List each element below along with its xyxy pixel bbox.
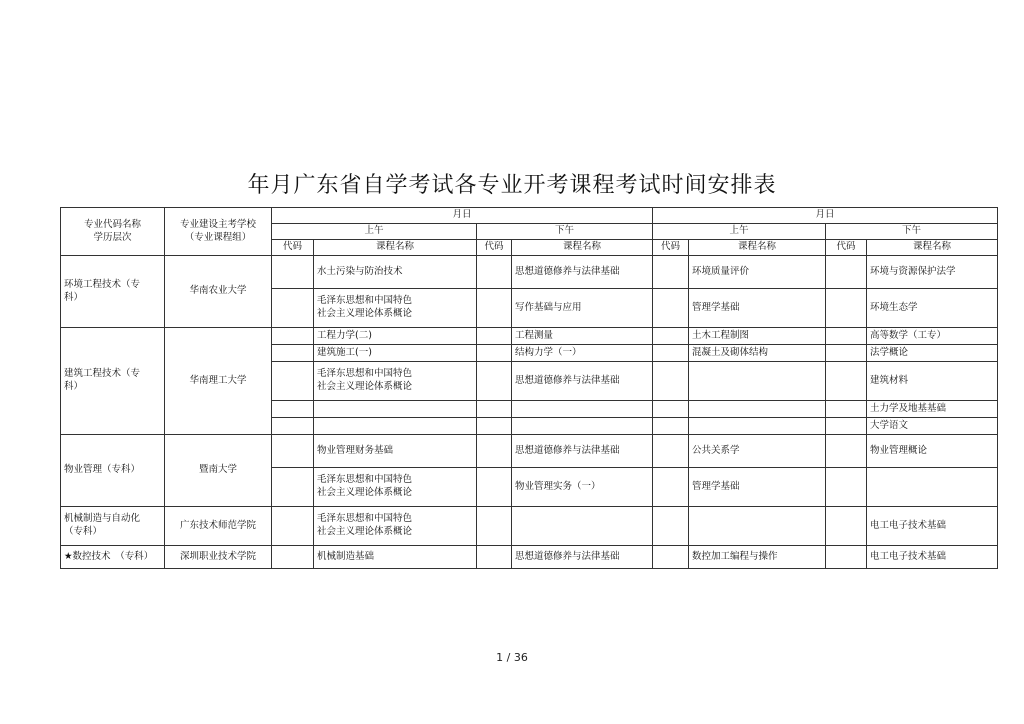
course-name <box>512 418 653 435</box>
page-title: 年月广东省自学考试各专业开考课程考试时间安排表 <box>247 173 777 198</box>
course-code <box>653 328 689 345</box>
course-code <box>272 418 314 435</box>
course-code <box>826 418 867 435</box>
school-name: 深圳职业技术学院 <box>165 546 272 569</box>
course-name: 工程测量 <box>512 328 653 345</box>
course-code <box>477 256 512 289</box>
course-name: 土力学及地基基础 <box>867 401 998 418</box>
course-name: 高等数学（工专） <box>867 328 998 345</box>
course-code <box>272 289 314 328</box>
course-code <box>477 418 512 435</box>
course-name: 电工电子技术基础 <box>867 546 998 569</box>
header-major <box>61 208 165 256</box>
major-name: 建筑工程技术（专 科） <box>61 328 165 435</box>
course-code <box>272 546 314 569</box>
course-code <box>826 256 867 289</box>
course-code <box>826 546 867 569</box>
course-name <box>689 401 826 418</box>
major-name: ★数控技术 （专科） <box>61 546 165 569</box>
course-name: 建筑材料 <box>867 362 998 401</box>
course-name: 写作基础与应用 <box>512 289 653 328</box>
course-code <box>826 345 867 362</box>
table-row <box>61 328 998 345</box>
course-name: 机械制造基础 <box>314 546 477 569</box>
table-row <box>61 435 998 468</box>
course-code <box>477 507 512 546</box>
course-name <box>314 401 477 418</box>
course-code <box>826 435 867 468</box>
header-code: 代码 <box>477 240 512 256</box>
school-name: 广东技术师范学院 <box>165 507 272 546</box>
course-name: 混凝土及砌体结构 <box>689 345 826 362</box>
course-name: 思想道德修养与法律基础 <box>512 256 653 289</box>
course-name: 毛泽东思想和中国特色 社会主义理论体系概论 <box>314 507 477 546</box>
course-code <box>826 468 867 507</box>
course-code <box>826 401 867 418</box>
course-code <box>826 507 867 546</box>
course-code <box>653 345 689 362</box>
exam-schedule-table <box>60 207 998 569</box>
table-row <box>61 507 998 546</box>
course-code <box>477 289 512 328</box>
header-code: 代码 <box>653 240 689 256</box>
course-name <box>689 362 826 401</box>
course-code <box>272 401 314 418</box>
course-name: 物业管理概论 <box>867 435 998 468</box>
course-name: 环境生态学 <box>867 289 998 328</box>
course-code <box>477 435 512 468</box>
course-name: 管理学基础 <box>689 289 826 328</box>
course-name: 工程力学(二) <box>314 328 477 345</box>
course-code <box>272 328 314 345</box>
header-major-text: 专业代码名称 学历层次 <box>83 218 141 243</box>
course-name: 环境与资源保护法学 <box>867 256 998 289</box>
header-am-1: 上午 <box>272 224 477 240</box>
course-name: 法学概论 <box>867 345 998 362</box>
course-name: 土木工程制图 <box>689 328 826 345</box>
school-name: 华南理工大学 <box>165 328 272 435</box>
course-name: 管理学基础 <box>689 468 826 507</box>
course-code <box>653 401 689 418</box>
header-course: 课程名称 <box>512 240 653 256</box>
header-course: 课程名称 <box>689 240 826 256</box>
course-code <box>272 507 314 546</box>
school-name: 华南农业大学 <box>165 256 272 328</box>
table-row <box>61 546 998 569</box>
course-code <box>272 362 314 401</box>
header-code: 代码 <box>826 240 867 256</box>
table-row <box>61 256 998 289</box>
header-date-1: 月日 <box>272 208 653 224</box>
major-name: 环境工程技术（专 科） <box>61 256 165 328</box>
course-code <box>272 468 314 507</box>
course-name: 物业管理实务（一） <box>512 468 653 507</box>
header-course: 课程名称 <box>314 240 477 256</box>
course-code <box>477 328 512 345</box>
course-name: 电工电子技术基础 <box>867 507 998 546</box>
course-name: 思想道德修养与法律基础 <box>512 362 653 401</box>
course-name: 毛泽东思想和中国特色 社会主义理论体系概论 <box>314 289 477 328</box>
header-pm-2: 下午 <box>826 224 998 240</box>
course-name: 大学语文 <box>867 418 998 435</box>
course-name <box>512 507 653 546</box>
course-name <box>512 401 653 418</box>
course-code <box>653 256 689 289</box>
course-name <box>689 507 826 546</box>
course-name: 环境质量评价 <box>689 256 826 289</box>
course-code <box>826 289 867 328</box>
course-code <box>653 362 689 401</box>
course-name <box>689 418 826 435</box>
course-name: 数控加工编程与操作 <box>689 546 826 569</box>
page-number: 1 / 36 <box>496 651 528 664</box>
course-code <box>477 468 512 507</box>
course-name: 思想道德修养与法律基础 <box>512 435 653 468</box>
course-code <box>653 289 689 328</box>
course-name: 公共关系学 <box>689 435 826 468</box>
course-code <box>653 546 689 569</box>
header-code: 代码 <box>272 240 314 256</box>
major-name: 机械制造与自动化 （专科） <box>61 507 165 546</box>
header-course: 课程名称 <box>867 240 998 256</box>
course-code <box>826 328 867 345</box>
course-code <box>477 546 512 569</box>
course-name <box>314 418 477 435</box>
course-code <box>477 362 512 401</box>
course-name: 建筑施工(一) <box>314 345 477 362</box>
header-school <box>165 208 272 256</box>
header-date-2: 月日 <box>653 208 998 224</box>
major-name: 物业管理（专科） <box>61 435 165 507</box>
course-name: 物业管理财务基础 <box>314 435 477 468</box>
course-code <box>272 256 314 289</box>
course-code <box>272 435 314 468</box>
course-code <box>653 507 689 546</box>
course-code <box>477 401 512 418</box>
header-pm-1: 下午 <box>477 224 653 240</box>
course-code <box>653 468 689 507</box>
course-name: 思想道德修养与法律基础 <box>512 546 653 569</box>
course-name: 水土污染与防治技术 <box>314 256 477 289</box>
course-name: 毛泽东思想和中国特色 社会主义理论体系概论 <box>314 362 477 401</box>
course-code <box>477 345 512 362</box>
course-code <box>826 362 867 401</box>
school-name: 暨南大学 <box>165 435 272 507</box>
course-code <box>653 418 689 435</box>
course-code <box>272 345 314 362</box>
course-name: 毛泽东思想和中国特色 社会主义理论体系概论 <box>314 468 477 507</box>
course-name: 结构力学（一） <box>512 345 653 362</box>
header-school-text: 专业建设主考学校 （专业课程组） <box>179 218 256 243</box>
header-am-2: 上午 <box>653 224 826 240</box>
course-name <box>867 468 998 507</box>
course-code <box>653 435 689 468</box>
